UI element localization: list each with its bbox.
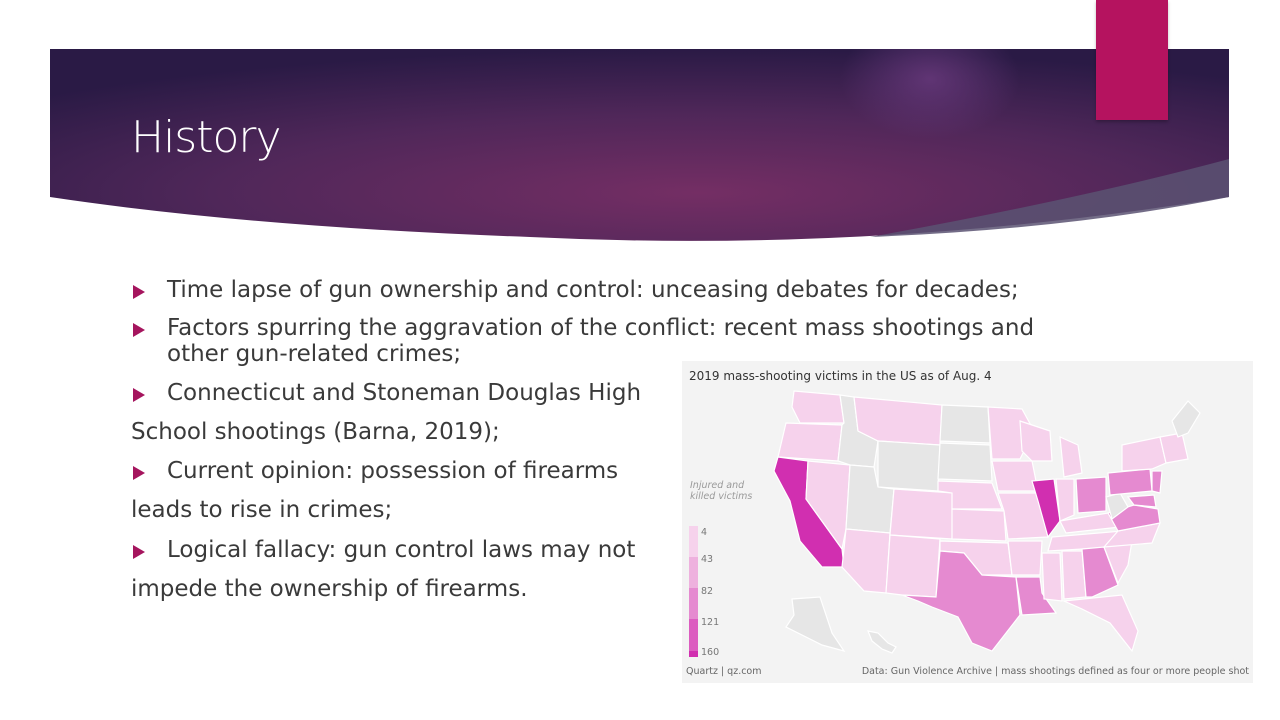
state-pennsylvania bbox=[1108, 469, 1152, 495]
state-new-jersey bbox=[1152, 471, 1162, 493]
state-new-york bbox=[1122, 437, 1166, 471]
legend-tick: 43 bbox=[701, 554, 714, 565]
state-oregon bbox=[778, 423, 842, 461]
us-map-figure bbox=[682, 361, 1253, 683]
legend-swatch bbox=[689, 588, 698, 619]
map-title: 2019 mass-shooting victims in the US as of Aug. 4 bbox=[689, 369, 992, 383]
state-wisconsin bbox=[1020, 421, 1052, 461]
bullet-text-continued: other gun-related crimes; bbox=[167, 341, 462, 367]
state-maine bbox=[1172, 401, 1200, 437]
bullet-text: Connecticut and Stoneman Douglas High bbox=[167, 380, 642, 406]
state-new-mexico bbox=[886, 535, 940, 597]
bullet-arrow-icon bbox=[133, 323, 145, 337]
state-south-dakota bbox=[938, 443, 992, 481]
state-washington bbox=[792, 391, 844, 423]
state-florida bbox=[1064, 595, 1138, 651]
state-north-dakota bbox=[940, 405, 990, 443]
state-mississippi bbox=[1042, 553, 1062, 601]
state-arizona bbox=[842, 529, 890, 593]
state-alaska bbox=[786, 597, 844, 651]
accent-tab bbox=[1096, 0, 1168, 120]
bullet-text-continued: impede the ownership of firearms. bbox=[131, 576, 528, 602]
state-hawaii bbox=[868, 631, 896, 653]
legend-tick: 4 bbox=[701, 527, 708, 538]
legend-title: Injured and killed victims bbox=[690, 480, 753, 502]
bullet-text-continued: leads to rise in crimes; bbox=[131, 497, 393, 523]
legend-tick: 121 bbox=[701, 617, 720, 628]
legend-tick: 160 bbox=[701, 647, 720, 658]
state-kansas bbox=[952, 509, 1006, 541]
map-source-right: Data: Gun Violence Archive | mass shootings defined as four or more people shot bbox=[861, 666, 1249, 677]
state-michigan bbox=[1060, 437, 1082, 477]
bullet-text-continued: School shootings (Barna, 2019); bbox=[131, 419, 500, 445]
bullet-arrow-icon bbox=[133, 545, 145, 559]
legend-tick: 82 bbox=[701, 586, 714, 597]
state-arkansas bbox=[1008, 541, 1042, 575]
bullet-arrow-icon bbox=[133, 285, 145, 299]
legend-swatch bbox=[689, 651, 698, 657]
legend-swatch bbox=[689, 557, 698, 588]
legend-swatch bbox=[689, 619, 698, 651]
state-wyoming bbox=[878, 441, 940, 491]
bullet-arrow-icon bbox=[133, 388, 145, 402]
map-source-left: Quartz | qz.com bbox=[686, 666, 762, 677]
state-ohio bbox=[1076, 477, 1106, 513]
bullet-arrow-icon bbox=[133, 466, 145, 480]
bullet-text: Current opinion: possession of firearms bbox=[167, 458, 619, 484]
bullet-text: Logical fallacy: gun control laws may not bbox=[167, 537, 636, 563]
bullet-text: Time lapse of gun ownership and control: unceasing debates for decades; bbox=[167, 277, 1019, 303]
bullet-text: Factors spurring the aggravation of the conflict: recent mass shootings and bbox=[167, 315, 1035, 341]
us-choropleth-map bbox=[682, 361, 1253, 683]
legend-swatch bbox=[689, 526, 698, 557]
state-iowa bbox=[992, 461, 1038, 491]
state-colorado bbox=[890, 489, 954, 539]
slide-title: History bbox=[131, 112, 281, 163]
